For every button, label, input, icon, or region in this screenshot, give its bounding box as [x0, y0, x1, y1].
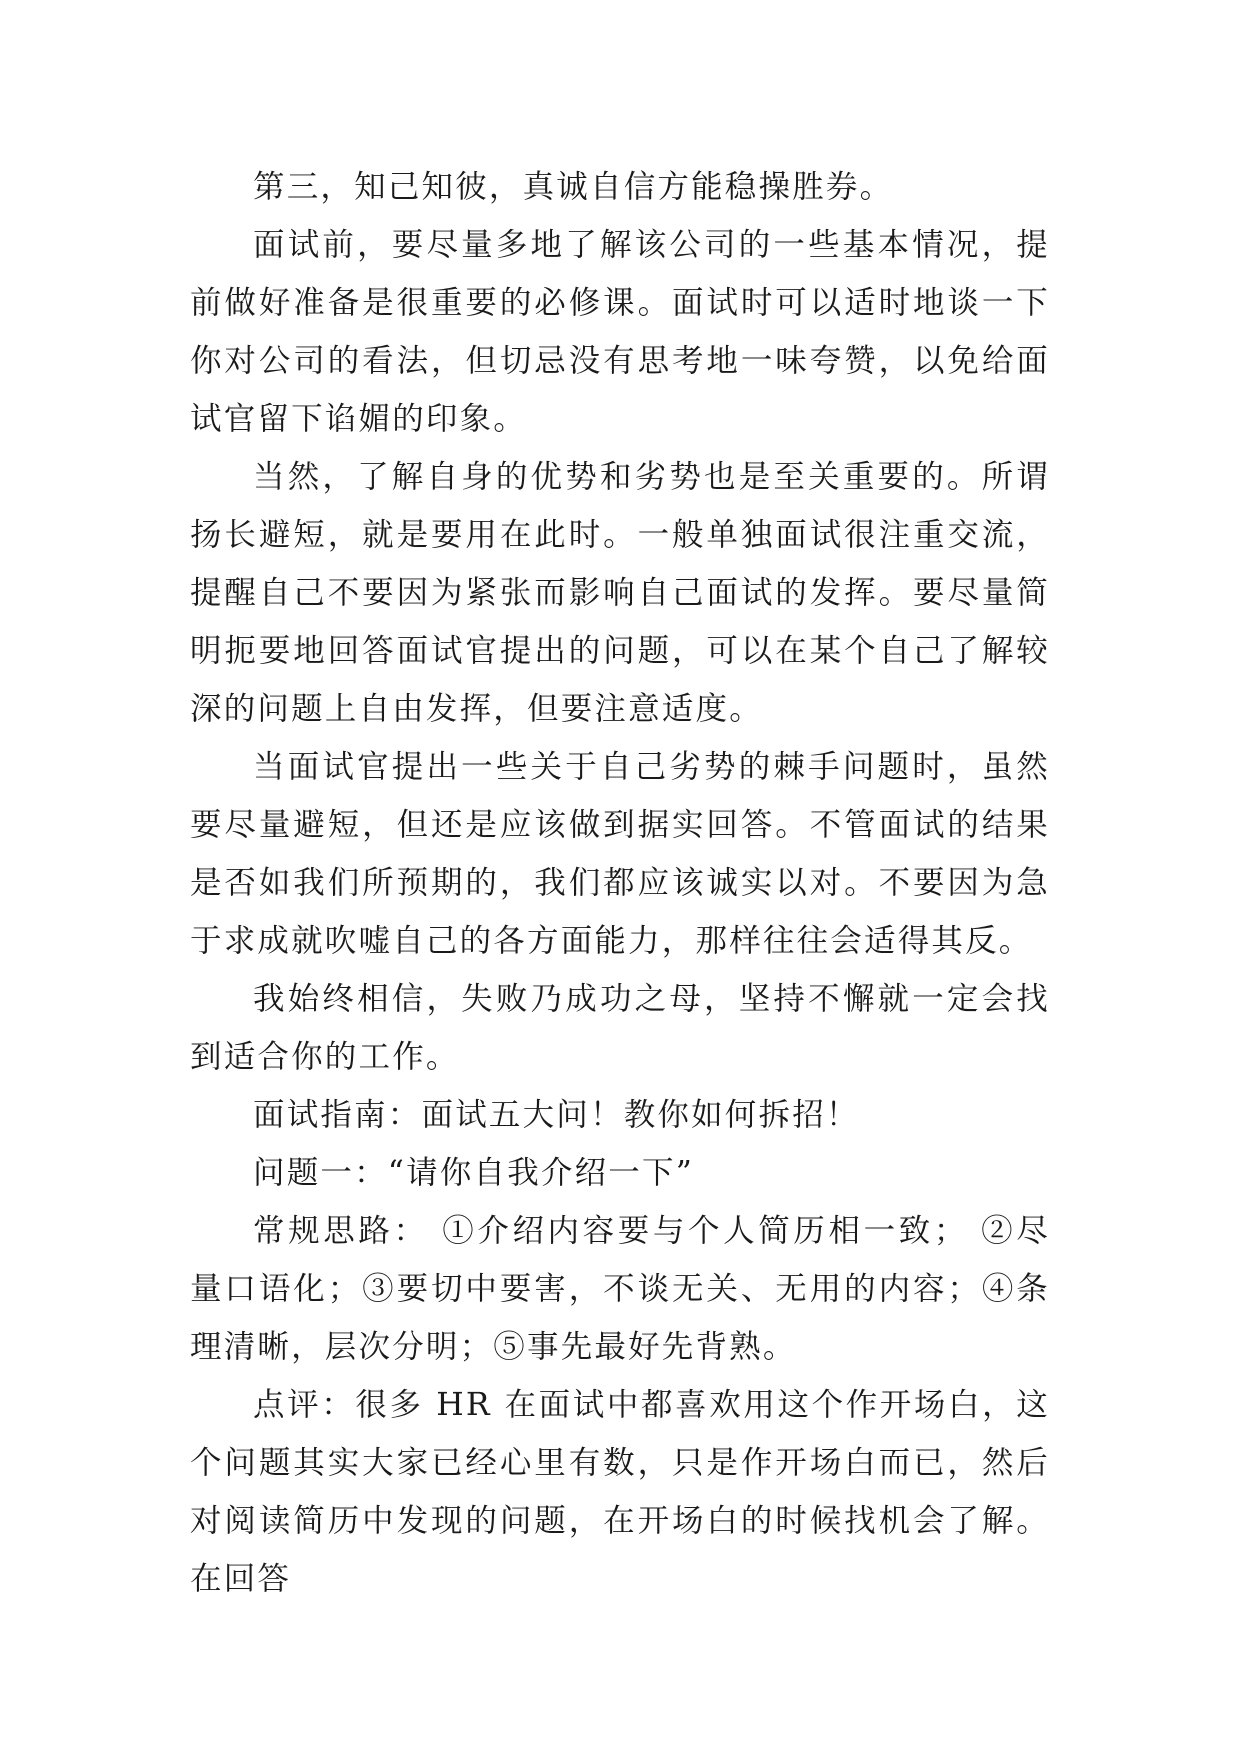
paragraph-strengths-weaknesses: 当然，了解自身的优势和劣势也是至关重要的。所谓扬长避短，就是要用在此时。一般单独面试很注重交流，提醒自己不要因为紧张而影响自己面试的发挥。要尽量简明扼要地回答面试官提出的问题，可以在某个自己了解较深的问题上自由发挥，但要注意适度。 — [190, 459, 1050, 727]
paragraph-honest-answers: 当面试官提出一些关于自己劣势的棘手问题时，虽然要尽量避短，但还是应该做到据实回答。不管面试的结果是否如我们所预期的，我们都应该诚实以对。不要因为急于求成就吹嘘自己的各方面能力，那样往往会适得其反。 — [190, 749, 1050, 959]
document-body — [190, 158, 1050, 1608]
paragraph-interview-guide-title: 面试指南：面试五大问！教你如何拆招！ — [253, 1097, 860, 1133]
paragraph-comment: 点评：很多 HR 在面试中都喜欢用这个作开场白，这个问题其实大家已经心里有数，只是作开场白而已，然后对阅读简历中发现的问题，在开场白的时候找机会了解。在回答 — [190, 1387, 1050, 1597]
paragraph-company-research: 面试前，要尽量多地了解该公司的一些基本情况，提前做好准备是很重要的必修课。面试时可以适时地谈一下你对公司的看法，但切忌没有思考地一味夸赞，以免给面试官留下谄媚的印象。 — [190, 227, 1050, 437]
paragraph-conventional-approach: 常规思路： ①介绍内容要与个人简历相一致； ②尽量口语化；③要切中要害，不谈无关、无用的内容；④条理清晰，层次分明；⑤事先最好先背熟。 — [190, 1213, 1050, 1365]
paragraph-heading-third-point: 第三，知己知彼，真诚自信方能稳操胜券。 — [253, 169, 894, 205]
paragraph-persistence: 我始终相信，失败乃成功之母，坚持不懈就一定会找到适合你的工作。 — [190, 981, 1050, 1075]
paragraph-question-one: 问题一：“请你自我介绍一下” — [253, 1155, 695, 1191]
